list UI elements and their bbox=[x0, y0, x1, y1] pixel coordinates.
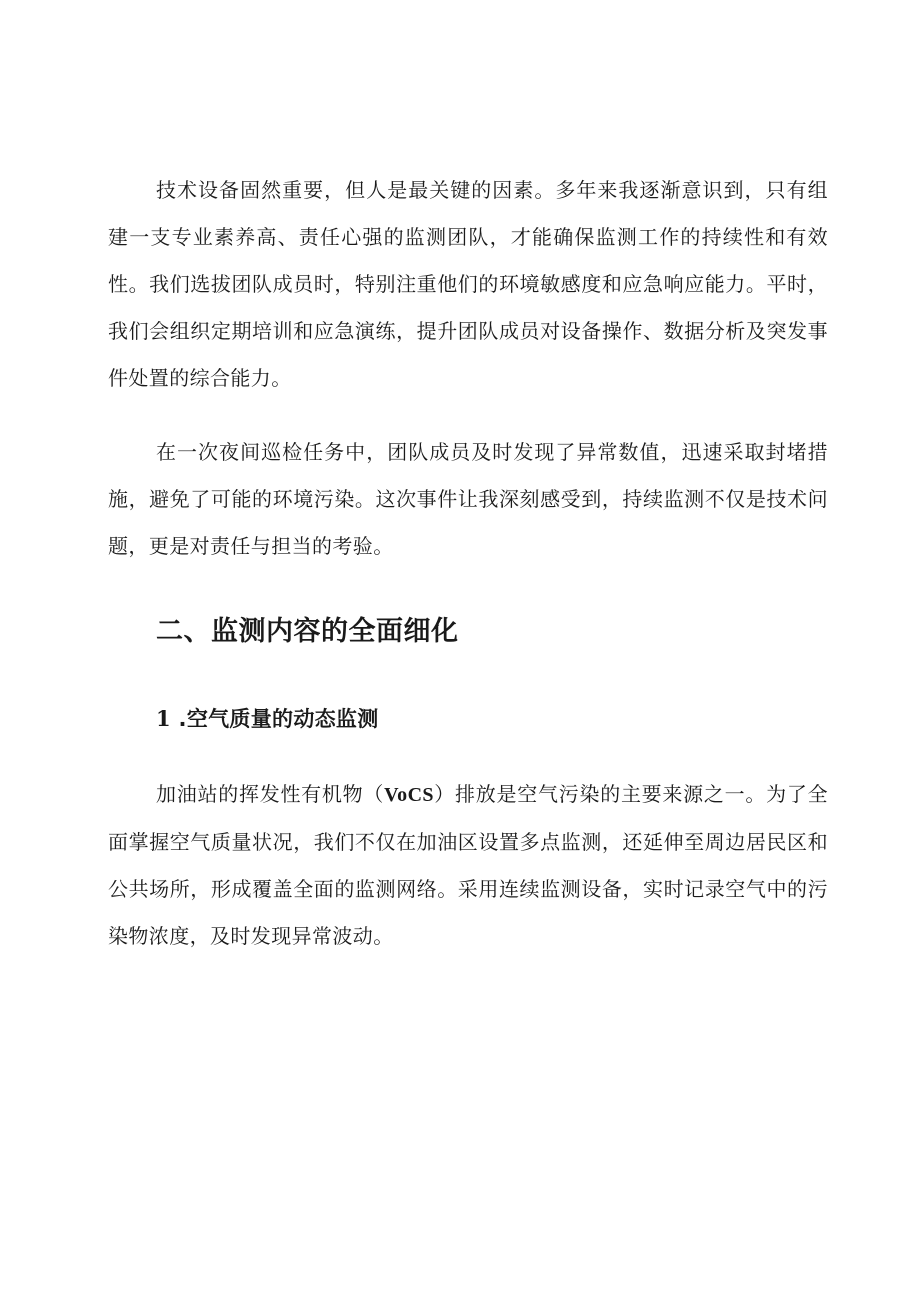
paragraph-night-inspection: 在一次夜间巡检任务中，团队成员及时发现了异常数值，迅速采取封堵措施，避免了可能的环境污染。这次事件让我深刻感受到，持续监测不仅是技术问题，更是对责任与担当的考验。 bbox=[108, 440, 828, 558]
paragraph-air-quality-intro: 加油站的挥发性有机物（ bbox=[156, 782, 385, 806]
paragraph-team-importance: 技术设备固然重要，但人是最关键的因素。多年来我逐渐意识到，只有组建一支专业素养高、责任心强的监测团队，才能确保监测工作的持续性和有效性。我们选拔团队成员时，特别注重他们的环境敏感度和应急响应能力。平时，我们会组织定期培训和应急演练，提升团队成员对设备操作、数据分析及突发事件处置的综合能力。 bbox=[108, 178, 828, 390]
section-heading: 二、监测内容的全面细化 bbox=[156, 616, 459, 647]
paragraph-air-quality-body: ）排放是空气污染的主要来源之一。为了全面掌握空气质量状况，我们不仅在加油区设置多点监测，还延伸至周边居民区和公共场所，形成覆盖全面的监测网络。采用连续监测设备，实时记录空气中的污染物浓度，及时发现异常波动。 bbox=[108, 782, 828, 948]
vocs-term: VoCS bbox=[384, 784, 434, 806]
paragraph-air-quality bbox=[108, 771, 828, 960]
subsection-title: .空气质量的动态监测 bbox=[178, 707, 379, 731]
subsection-number: 1 bbox=[156, 706, 171, 731]
subsection-heading bbox=[156, 699, 379, 739]
